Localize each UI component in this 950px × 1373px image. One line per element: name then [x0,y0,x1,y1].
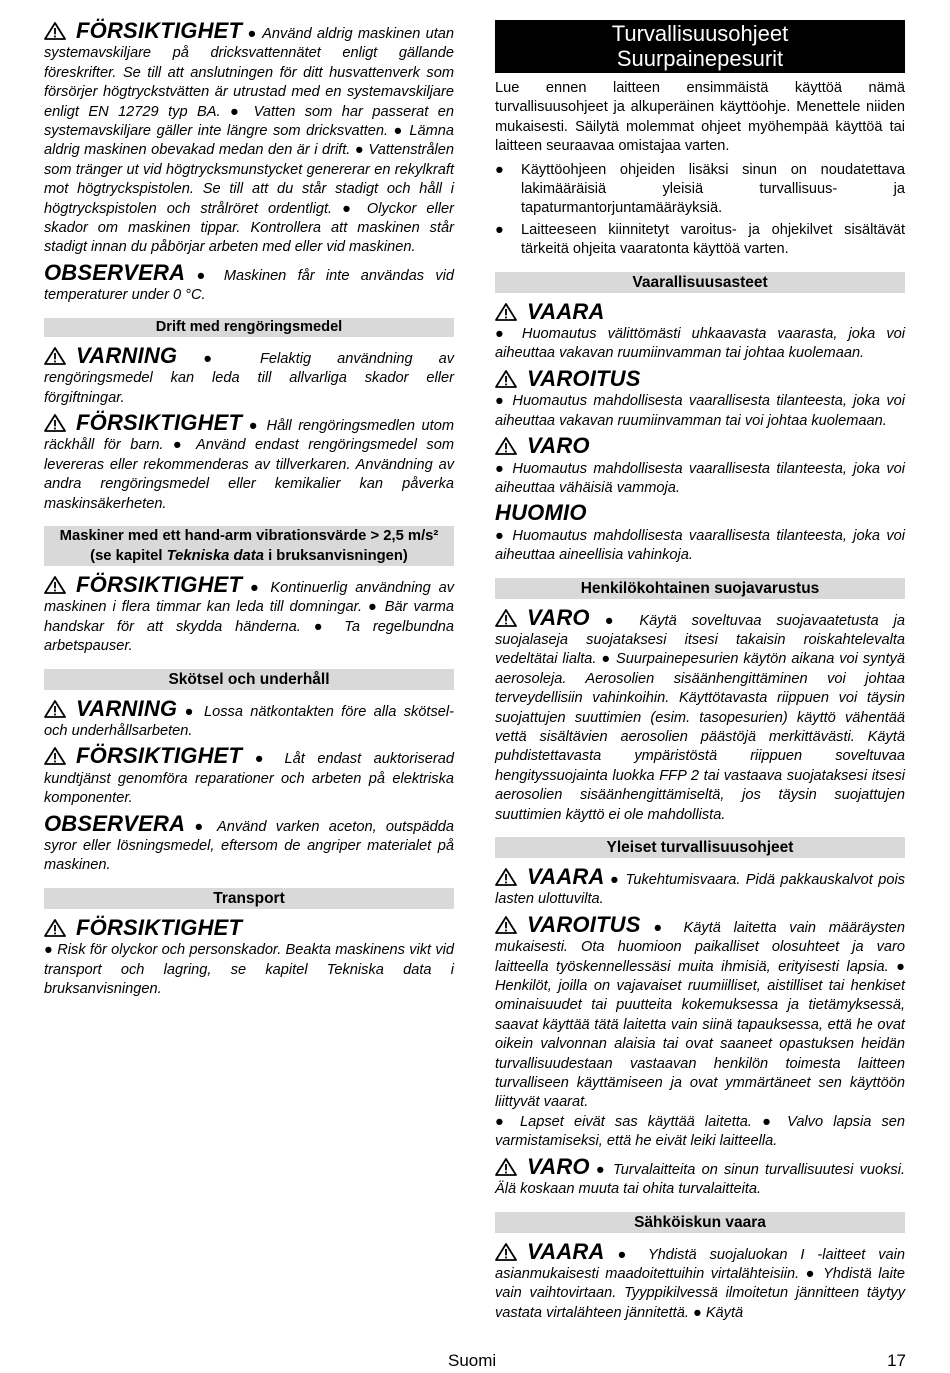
notice-heading: FÖRSIKTIGHET [76,914,243,940]
notice-text: ● Maskinen får inte användas vid temperaturer under 0 °C. [44,267,454,304]
left-column [44,20,454,1003]
list-item: ● Laitteeseen kiinnitetyt varoitus- ja ohjekilvet sisältävät tärkeitä ohjeita vaaratonta käyttöä varten. [495,221,905,260]
notice-text: ● Låt endast auktoriserad kundtjänst genomföra reparationer och arbeten på elektriska komponenter. [44,751,454,807]
notice-forsiktighet-4 [44,745,454,808]
page-title [495,20,905,73]
notice-forsiktighet-3 [44,571,455,657]
notice-heading: VAARA [527,1238,605,1264]
notice-heading: OBSERVERA [44,810,186,836]
notice-text: ● Huomautus mahdollisesta vaarallisesta tilanteesta, joka voi aiheuttaa aineellisia vahinkoja. [495,527,905,564]
notice-observera-1 [44,259,454,306]
warning-triangle-icon [44,700,66,718]
notice-text: ● Käytä soveltuvaa suojavaatetusta ja suojalaseja suojataksesi itsesi takaisin roiskahtelevalta vedeltätai lialta. ● Suurpainepesurien käytön aikana voi syntyä aerosoleja. Aerosolien sisäänhengittäminen voi johtaa terveydellisiin vahinkoihin. Käyttötavasta riippuen voi täysin suojattujen suuttimien (esim. tasopesurien) käyttö vähentää vettä sisältävien aerosolien päästöjä merkittävästi. Käytä puhdistettavasta ympäristöstä riippuen soveltuvaa hengityssuojainta luokka FFP 2 tai vastaava suojataksesi itsesi aerosolien sisäänhengittämiseltä, jos täysin suojattujen suuttimien käyttö ei ole mahdollista. [495,612,905,823]
notice-forsiktighet-5 [44,914,454,1000]
notice-heading: VARNING [76,695,178,721]
warning-triangle-icon [44,22,66,40]
warning-triangle-icon [495,303,517,321]
section-heading-transport: Transport [44,888,454,909]
notice-heading: VAARA [527,298,605,324]
notice-text: ● Lossa nätkontakten före alla skötsel- och underhållsarbeten. [44,703,454,739]
section-heading-skotsel: Skötsel och underhåll [44,669,454,690]
section-heading-sahkoisku: Sähköiskun vaara [495,1212,905,1233]
warning-triangle-icon [44,576,66,594]
warning-triangle-icon [495,609,517,627]
warning-triangle-icon [44,919,66,937]
warning-triangle-icon [44,414,66,432]
notice-text: ● Huomautus mahdollisesta vaarallisesta tilanteesta, joka voi aiheuttaa vähäisiä vammoja. [495,460,905,496]
notice-text: ● Använd aldrig maskinen utan systemavskiljare på dricksvattennätet enligt gällande föreskrifter. Se till att anslutningen för ditt husvattenverk som försörjer högtryckstvätten är utrustad med en systemavskiljare enligt EN 12729 typ BA. ● Vatten som har passerat en systemavskiljare gäller inte längre som dricksvatten. ● Lämna aldrig maskinen obevakad medan den är i drift. ● Vattenstrålen som tränger ut vid högtrycksmunstycket genererar en rekylkraft mot högtryckspistolen. Se till att du står stadigt och håll i högtryckspistolen och strålröret ordentligt. ● Olyckor eller skador om maskinen tippar. Kontrollera att maskinen står stadigt innan du påbörjar arbeten med eller vid maskinen. [44,26,454,256]
warning-triangle-icon [495,916,517,934]
notice-vaara-1 [495,298,905,364]
section-heading-yleiset: Yleiset turvallisuusohjeet [495,837,905,858]
right-column [495,20,905,1327]
notice-heading: VAROITUS [527,365,641,391]
notice-text: ● Felaktig användning av rengöringsmedel kan leda till allvarliga skador eller förgiftningar. [44,350,454,406]
notice-varning-2 [44,695,454,742]
notice-text: ● Håll rengöringsmedlen utom räckhåll för barn. ● Använd endast rengöringsmedel som levereras eller rekommenderas av tillverkaren. Användning av andra rengöringsmedel eller kemikalier kan påverka maskinsäkerheten. [44,417,454,512]
notice-heading: VARO [527,1153,590,1179]
bullet-icon: ● [495,221,504,238]
notice-text: ● Använd varken aceton, outspädda syror eller lösningsmedel, eftersom de angriper materialet på maskinen. [44,818,454,874]
notice-text: ● Huomautus välittömästi uhkaavasta vaarasta, joka voi aiheuttaa vakavan ruumiinvamman tai johtaa kuolemaan. [495,326,905,362]
notice-heading: OBSERVERA [44,259,186,285]
section-heading-drift: Drift med rengöringsmedel [44,318,454,337]
warning-triangle-icon [44,347,66,365]
notice-vaara-3 [495,1238,905,1324]
section-heading-vaarallisuusasteet: Vaarallisuusasteet [495,272,905,293]
notice-heading: HUOMIO [495,500,587,526]
notice-text: ● Tukehtumisvaara. Pidä pakkauskalvot pois lasten ulottuvilta. [495,872,905,908]
warning-triangle-icon [495,1243,517,1261]
section-heading-vibration: Maskiner med ett hand-arm vibrationsvärde > 2,5 m/s² (se kapitel Tekniska data i bruksanvisningen) [44,526,454,566]
notice-huomio-1 [495,502,905,565]
bullet-icon: ● [495,161,504,178]
notice-heading: FÖRSIKTIGHET [76,571,243,597]
notice-heading: FÖRSIKTIGHET [76,409,243,435]
notice-text: ● Käytä laitetta vain määräysten mukaisesti. Ota huomioon paikalliset olosuhteet ja varo laitteella työskennellessäsi muita ihmisiä, erityisesti lapsia. ● Henkilöt, joilla on vajavaiset ruumiilliset, aistilliset tai henkiset ominaisuudet tai puutteita kokemuksessa ja tietämyksessä, saavat käyttää tätä laitetta vain siinä tapauksessa, että he ovat oikein valvonnan alaisia tai ovat saaneet opastuksen heidän turvallisuudestaan vastaavan henkilön toimesta laitteen turvalliseen käyttämiseen ja ovat ymmärtäneet sen käyttöön liittyvät vaarat. [495,919,905,1111]
notice-varning-1 [44,342,454,408]
section-heading-suojavarustus: Henkilökohtainen suojavarustus [495,578,905,599]
notice-heading: FÖRSIKTIGHET [76,18,243,43]
notice-vaara-2 [495,866,905,910]
notice-varoitus-2 [495,911,905,1152]
notice-forsiktighet-2 [44,409,454,514]
warning-triangle-icon [44,747,66,765]
notice-heading: VARO [527,604,590,630]
notice-varo-2 [495,604,905,825]
notice-varo-3 [495,1153,905,1200]
notice-text: ● Huomautus mahdollisesta vaarallisesta tilanteesta, joka voi aiheuttaa vakavan ruumiinvamman tai voi johtaa kuolemaan. [495,393,905,429]
notice-text: ● Lapset eivät sas käyttää laitetta. ● Valvo lapsia sen varmistamiseksi, että he eivät leiki laitteella. [495,1113,905,1150]
warning-triangle-icon [495,1158,517,1176]
page-title-line-1: Turvallisuusohjeet [611,21,789,46]
notice-text: ● Yhdistä suojaluokan I -laitteet vain asianmukaisesti maadoitettuihin virtalähteisiin. ● Yhdistä laite vain vaihtovirtaan. Tyyppikilvessä ilmoitetun jännitteen täytyy vastata virtalähteen jännitettä. ● Käytä [495,1246,905,1321]
notice-varoitus-1 [495,365,905,431]
notice-observera-2 [44,810,454,876]
notice-heading: VARO [527,433,590,459]
list-item: ● Käyttöohjeen ohjeiden lisäksi sinun on noudatettava lakimääräisiä yleisiä turvallisuus- ja tapaturmantorjuntamääräyksiä. [495,161,905,219]
notice-heading: VAROITUS [527,911,641,937]
intro-paragraph: Lue ennen laitteen ensimmäistä käyttöä nämä turvallisuusohjeet ja alkuperäinen käyttöohje. Menettele niiden mukaisesti. Säilytä molemmat ohjeet myöhempää käyttöä tai laitteen seuraavaa omistajaa varten. [495,80,905,155]
warning-triangle-icon [495,370,517,388]
notice-heading: VAARA [527,864,605,889]
page-number: 17 [887,1351,906,1370]
notice-text: ● Kontinuerlig användning av maskinen i flera timmar kan leda till domningar. ● Bär varma handskar för att skydda händerna. ● Ta regelbundna arbetspauser. [44,579,455,655]
notice-text: ● Turvalaitteita on sinun turvallisuutesi vuoksi. Älä koskaan muuta tai ohita turvalaitteita. [495,1161,905,1198]
notice-text: ● Risk för olyckor och personskador. Beakta maskinens vikt vid transport och lagring, se kapitel Tekniska data i bruksanvisningen. [44,942,454,998]
warning-triangle-icon [495,437,517,455]
notice-heading: VARNING [76,342,178,368]
notice-varo-1 [495,435,905,498]
notice-forsiktighet-1 [44,20,454,258]
warning-triangle-icon [495,868,517,886]
page-title-line-2: Suurpainepesurit [616,46,784,71]
footer-language: Suomi [448,1351,497,1370]
notice-heading: FÖRSIKTIGHET [76,743,243,769]
